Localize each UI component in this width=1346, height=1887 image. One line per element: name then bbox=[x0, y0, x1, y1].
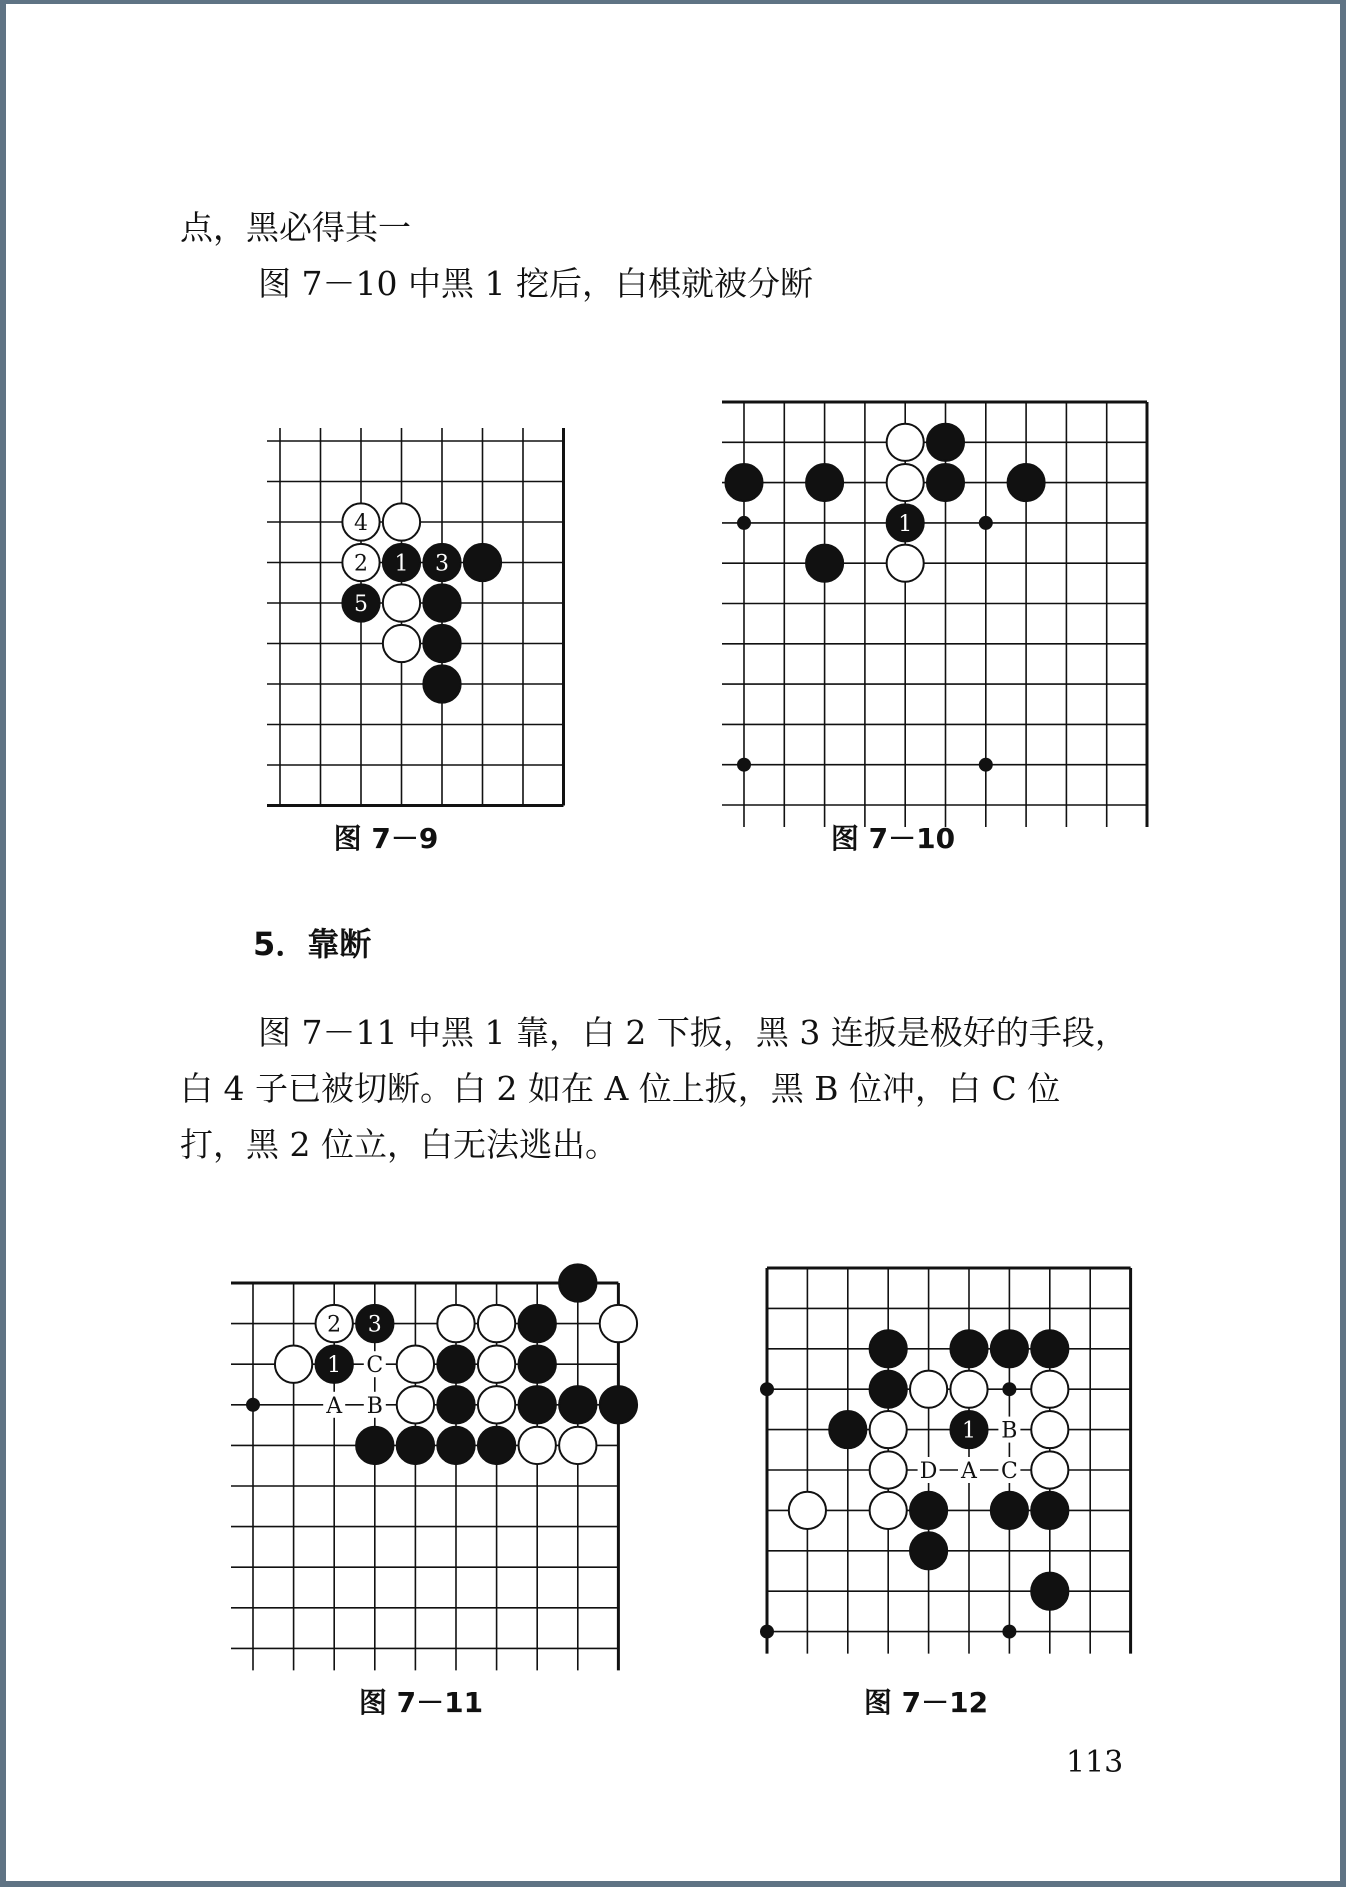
svg-text:D: D bbox=[919, 1458, 938, 1484]
white-stone bbox=[910, 1371, 947, 1408]
white-stone bbox=[789, 1492, 826, 1529]
point-label bbox=[364, 1392, 386, 1419]
black-stone bbox=[519, 1305, 556, 1342]
move-number: 1 bbox=[961, 1418, 976, 1444]
paragraph-line-1: 图 7－11 中黑 1 靠，白 2 下扳，黑 3 连扳是极好的手段， bbox=[258, 1013, 1128, 1052]
figure-caption-7-10: 图 7－10 bbox=[830, 822, 956, 855]
star-point bbox=[1002, 1625, 1016, 1639]
white-stone bbox=[275, 1346, 312, 1383]
figure-caption-7-11: 图 7－11 bbox=[358, 1686, 484, 1719]
svg-text:A: A bbox=[961, 1458, 977, 1484]
white-stone bbox=[342, 544, 379, 581]
white-stone bbox=[887, 424, 924, 461]
black-stone bbox=[600, 1386, 637, 1423]
move-number: 1 bbox=[327, 1353, 342, 1379]
star-point bbox=[1002, 1382, 1016, 1396]
black-stone bbox=[437, 1427, 474, 1464]
black-stone bbox=[316, 1346, 353, 1383]
black-stone bbox=[829, 1411, 866, 1448]
star-point bbox=[737, 758, 751, 772]
black-stone bbox=[559, 1264, 596, 1301]
black-stone bbox=[342, 584, 379, 621]
go-board-figure-7-10 bbox=[722, 380, 1169, 827]
white-stone bbox=[397, 1346, 434, 1383]
black-stone bbox=[1031, 1573, 1068, 1610]
black-stone bbox=[478, 1427, 515, 1464]
white-stone bbox=[600, 1305, 637, 1342]
black-stone bbox=[910, 1492, 947, 1529]
point-label bbox=[364, 1351, 386, 1378]
white-stone bbox=[478, 1346, 515, 1383]
black-stone bbox=[950, 1411, 987, 1448]
svg-text:B: B bbox=[366, 1393, 383, 1419]
move-number: 3 bbox=[367, 1312, 382, 1338]
black-stone bbox=[423, 665, 460, 702]
black-stone bbox=[1031, 1492, 1068, 1529]
black-stone bbox=[519, 1346, 556, 1383]
go-board-figure-7-9 bbox=[267, 428, 577, 819]
white-stone bbox=[316, 1305, 353, 1342]
go-board-figure-7-11 bbox=[231, 1261, 640, 1670]
white-stone bbox=[1031, 1411, 1068, 1448]
point-label bbox=[998, 1457, 1020, 1484]
white-stone bbox=[478, 1305, 515, 1342]
black-stone bbox=[464, 544, 501, 581]
svg-text:C: C bbox=[1000, 1458, 1018, 1484]
page-number: 113 bbox=[1066, 1745, 1124, 1780]
grid-lines bbox=[767, 1268, 1131, 1654]
section-heading: 5．靠断 bbox=[253, 925, 372, 963]
star-point bbox=[979, 758, 993, 772]
black-stone bbox=[725, 464, 762, 501]
move-number: 1 bbox=[394, 551, 409, 577]
white-stone bbox=[870, 1451, 907, 1488]
black-stone bbox=[991, 1492, 1028, 1529]
black-stone bbox=[383, 544, 420, 581]
move-number: 4 bbox=[354, 511, 368, 536]
move-number: 3 bbox=[435, 551, 449, 577]
white-stone bbox=[478, 1386, 515, 1423]
svg-text:C: C bbox=[366, 1353, 384, 1379]
svg-text:A: A bbox=[326, 1393, 343, 1419]
black-stone bbox=[910, 1532, 947, 1569]
white-stone bbox=[383, 584, 420, 621]
star-point bbox=[760, 1625, 774, 1639]
white-stone bbox=[383, 503, 420, 540]
star-point bbox=[737, 516, 751, 530]
black-stone bbox=[423, 544, 460, 581]
move-number: 5 bbox=[354, 592, 368, 617]
move-number: 2 bbox=[327, 1312, 342, 1338]
white-stone bbox=[559, 1427, 596, 1464]
black-stone bbox=[423, 584, 460, 621]
star-point bbox=[246, 1398, 260, 1412]
paragraph-line-2: 白 4 子已被切断。白 2 如在 A 位上扳，黑 B 位冲，白 C 位 bbox=[180, 1069, 1061, 1108]
point-label bbox=[998, 1417, 1020, 1444]
figure-caption-7-9: 图 7－9 bbox=[333, 822, 439, 855]
star-point bbox=[979, 516, 993, 530]
move-number: 1 bbox=[898, 511, 913, 537]
point-label bbox=[323, 1392, 345, 1419]
black-stone bbox=[806, 464, 843, 501]
white-stone bbox=[342, 503, 379, 540]
white-stone bbox=[887, 464, 924, 501]
white-stone bbox=[887, 545, 924, 582]
black-stone bbox=[950, 1330, 987, 1367]
black-stone bbox=[887, 504, 924, 541]
white-stone bbox=[950, 1371, 987, 1408]
black-stone bbox=[806, 545, 843, 582]
white-stone bbox=[1031, 1371, 1068, 1408]
white-stone bbox=[519, 1427, 556, 1464]
black-stone bbox=[519, 1386, 556, 1423]
paragraph-continuation: 点，黑必得其一 bbox=[180, 208, 411, 247]
black-stone bbox=[1008, 464, 1045, 501]
grid-lines bbox=[231, 1283, 618, 1670]
white-stone bbox=[1031, 1451, 1068, 1488]
go-board-figure-7-12 bbox=[745, 1246, 1153, 1654]
move-number: 2 bbox=[354, 551, 368, 577]
black-stone bbox=[927, 424, 964, 461]
white-stone bbox=[383, 625, 420, 662]
paragraph-figure-7-10: 图 7－10 中黑 1 挖后，白棋就被分断 bbox=[258, 264, 813, 303]
svg-text:B: B bbox=[1001, 1418, 1018, 1444]
book-page bbox=[6, 4, 1340, 1881]
black-stone bbox=[397, 1427, 434, 1464]
white-stone bbox=[870, 1492, 907, 1529]
star-point bbox=[760, 1382, 774, 1396]
black-stone bbox=[991, 1330, 1028, 1367]
point-label bbox=[918, 1457, 940, 1484]
figure-caption-7-12: 图 7－12 bbox=[863, 1686, 989, 1719]
black-stone bbox=[423, 625, 460, 662]
black-stone bbox=[356, 1305, 393, 1342]
black-stone bbox=[870, 1371, 907, 1408]
paragraph-line-3: 打，黑 2 位立，白无法逃出。 bbox=[180, 1125, 618, 1164]
black-stone bbox=[559, 1386, 596, 1423]
white-stone bbox=[397, 1386, 434, 1423]
black-stone bbox=[437, 1386, 474, 1423]
black-stone bbox=[437, 1346, 474, 1383]
white-stone bbox=[437, 1305, 474, 1342]
grid-lines bbox=[722, 402, 1147, 827]
black-stone bbox=[870, 1330, 907, 1367]
white-stone bbox=[870, 1411, 907, 1448]
point-label bbox=[958, 1457, 980, 1484]
black-stone bbox=[356, 1427, 393, 1464]
black-stone bbox=[927, 464, 964, 501]
black-stone bbox=[1031, 1330, 1068, 1367]
